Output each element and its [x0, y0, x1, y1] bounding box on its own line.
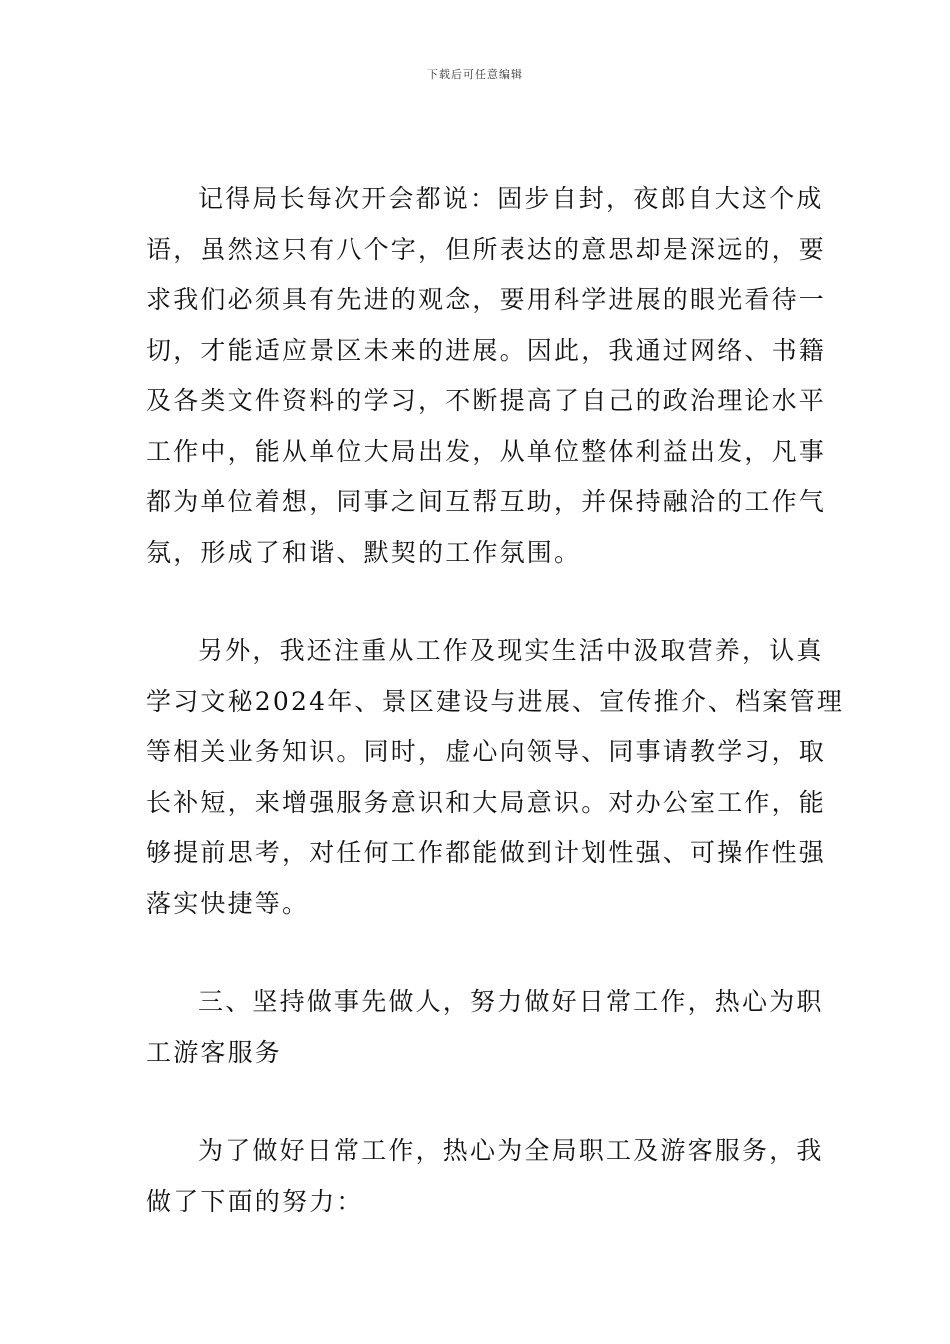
text-line: 够提前思考，对任何工作都能做到计划性强、可操作性强	[146, 838, 827, 867]
text-line: 切，才能适应景区未来的进展。因此，我通过网络、书籍	[146, 335, 827, 365]
text-line: 都为单位着想，同事之间互帮互助，并保持融洽的工作气	[146, 487, 827, 516]
paragraph-1	[146, 174, 827, 578]
text-line: 为了做好日常工作，热心为全局职工及游客服务，我	[198, 1136, 824, 1165]
text-line: 语，虽然这只有八个字，但所表达的意思却是深远的，要	[146, 234, 827, 264]
header-note: 下载后可任意编辑	[427, 68, 523, 81]
text-line: 学习文秘2024年、景区建设与进展、宣传推介、档案管理	[146, 686, 845, 716]
text-line: 长补短，来增强服务意识和大局意识。对办公室工作，能	[146, 787, 827, 817]
text-line: 做了下面的努力：	[146, 1186, 364, 1216]
paragraph-4	[146, 1126, 824, 1227]
text-line: 落实快捷等。	[146, 888, 310, 918]
text-line: 三、坚持做事先做人，努力做好日常工作，热心为职	[198, 987, 824, 1016]
text-line: 另外，我还注重从工作及现实生活中汲取营养，认真	[198, 636, 824, 665]
paragraph-2	[146, 626, 845, 929]
text-line: 求我们必须具有先进的观念，要用科学进展的眼光看待一	[146, 285, 827, 314]
text-line: 工作中，能从单位大局出发，从单位整体利益出发，凡事	[146, 436, 827, 466]
text-line: 等相关业务知识。同时，虚心向领导、同事请教学习，取	[146, 737, 827, 766]
section-heading-3	[146, 977, 824, 1078]
document-body	[146, 174, 845, 1275]
text-line: 及各类文件资料的学习，不断提高了自己的政治理论水平	[146, 386, 827, 415]
text-line: 工游客服务	[146, 1037, 283, 1067]
text-line: 记得局长每次开会都说：固步自封，夜郎自大这个成	[198, 184, 824, 213]
text-line: 氛，形成了和谐、默契的工作氛围。	[146, 537, 582, 567]
